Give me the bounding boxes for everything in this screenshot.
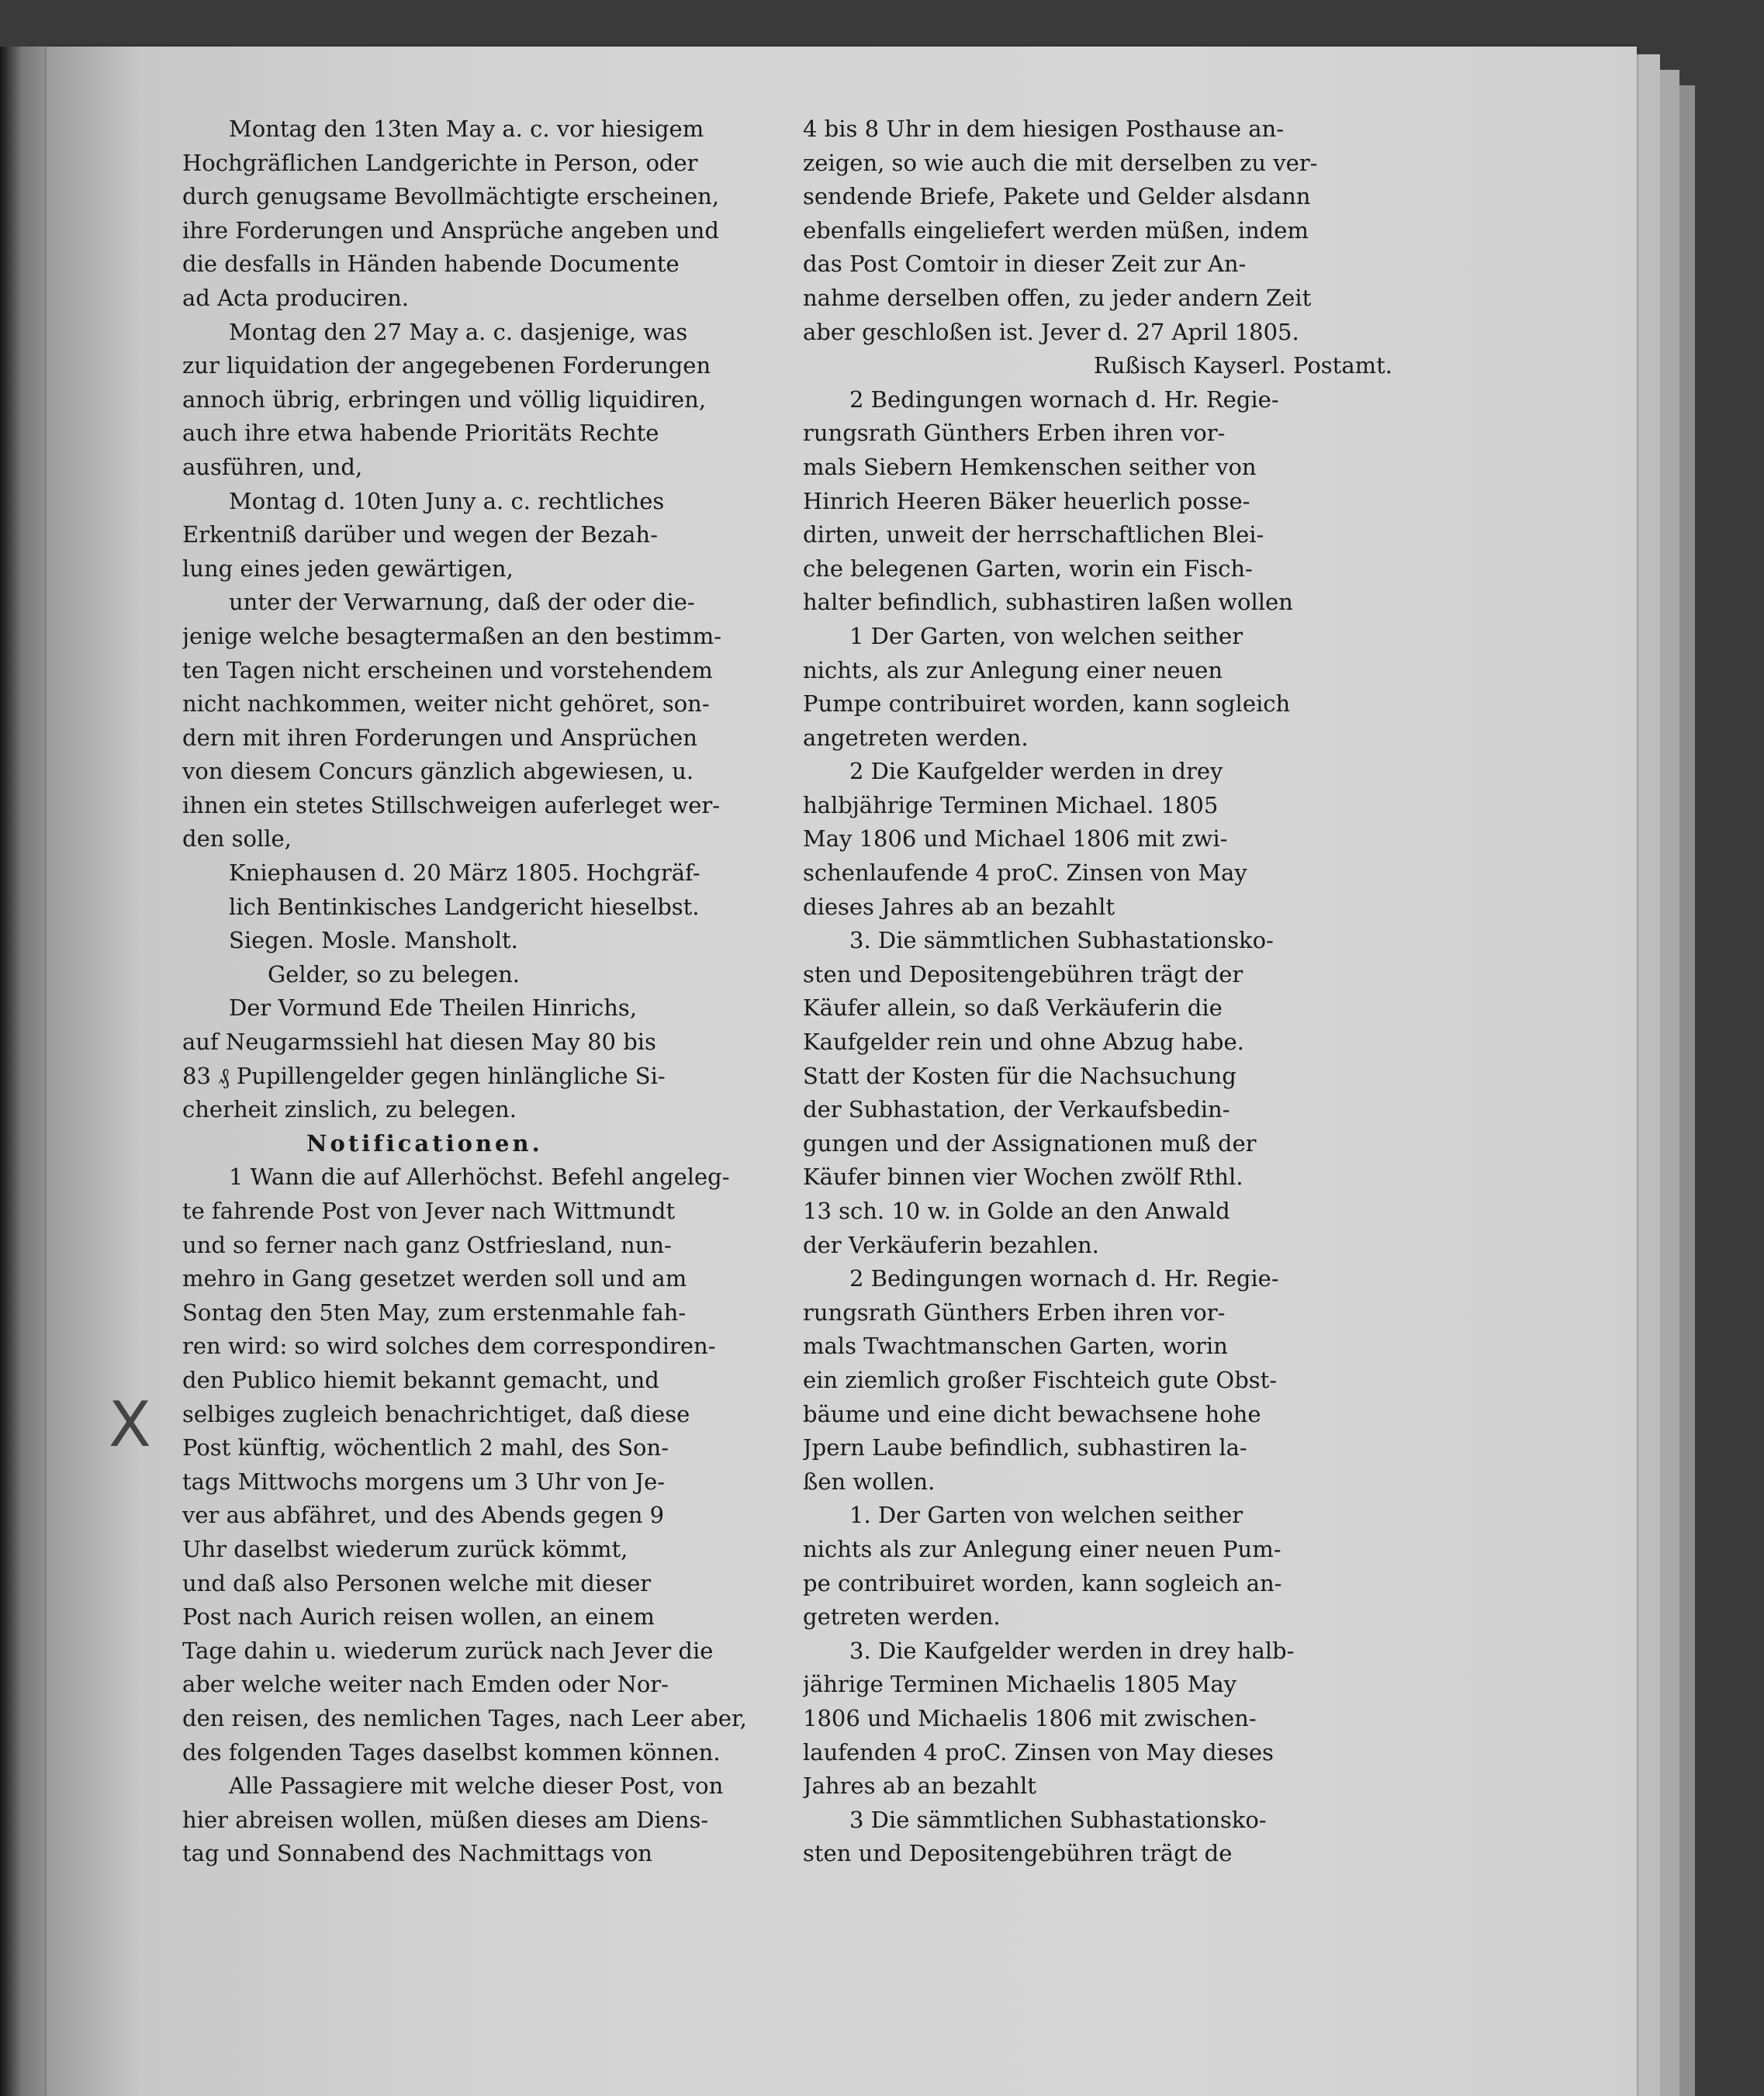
text-line: Uhr daselbst wiederum zurück kömmt, (182, 1535, 628, 1562)
text-line: Kniephausen d. 20 März 1805. Hochgräf- (229, 859, 700, 887)
text-line: ebenfalls eingeliefert werden müßen, indem (803, 216, 1309, 244)
text-line: ßen wollen. (803, 1468, 936, 1495)
text-line: sten und Depositengebühren trägt de (803, 1840, 1233, 1867)
text-line: 3 Die sämmtlichen Subhastationsko- (849, 1806, 1267, 1833)
text-line: selbiges zugleich benachrichtiget, daß diese (182, 1400, 690, 1427)
text-line: laufenden 4 proC. Zinsen von May dieses (803, 1738, 1274, 1766)
text-line: den solle, (182, 825, 292, 853)
text-line: Erkentniß darüber und wegen der Bezah- (182, 521, 658, 548)
text-line: ein ziemlich großer Fischteich gute Obst- (803, 1366, 1278, 1393)
text-line: Tage dahin u. wiederum zurück nach Jever die (182, 1637, 714, 1664)
text-line: auf Neugarmssiehl hat diesen May 80 bis (182, 1029, 656, 1056)
text-line: Hinrich Heeren Bäker heuerlich posse- (803, 487, 1250, 514)
text-line: von diesem Concurs gänzlich abgewiesen, u. (182, 758, 694, 785)
text-line: getreten werden. (803, 1603, 1001, 1631)
text-line: dieses Jahres ab an bezahlt (803, 893, 1115, 920)
text-line: 83 ₰ Pupillengelder gegen hinlängliche Si- (182, 1062, 666, 1089)
text-line: 4 bis 8 Uhr in dem hiesigen Posthause an- (803, 116, 1284, 142)
text-line: mehro in Gang gesetzet werden soll und am (182, 1265, 687, 1292)
text-line: angetreten werden. (803, 724, 1029, 751)
text-line: Statt der Kosten für die Nachsuchung (803, 1062, 1237, 1089)
text-line: Jpern Laube befindlich, subhastiren la- (803, 1434, 1247, 1461)
text-line: hier abreisen wollen, müßen dieses am Diens- (182, 1806, 709, 1833)
text-line: auch ihre etwa habende Prioritäts Rechte (182, 420, 659, 447)
text-line: mals Siebern Hemkenschen seither von (803, 453, 1257, 480)
text-line: Sontag den 5ten May, zum erstenmahle fah- (182, 1299, 687, 1326)
text-line: sten und Depositengebühren trägt der (803, 960, 1243, 987)
text-line: cherheit zinslich, zu belegen. (182, 1096, 517, 1123)
text-line: Hochgräflichen Landgerichte in Person, oder (182, 149, 698, 176)
text-line: aber geschloßen ist. Jever d. 27 April 1805. (803, 318, 1299, 345)
text-line: Siegen. Mosle. Mansholt. (229, 927, 518, 954)
text-line: 1. Der Garten von welchen seither (849, 1502, 1243, 1529)
text-line: Pumpe contribuiret worden, kann sogleich (803, 690, 1291, 718)
text-line: lich Bentinkisches Landgericht hieselbst. (229, 893, 700, 920)
text-line: 1 Der Garten, von welchen seither (849, 622, 1243, 649)
text-line: nicht nachkommen, weiter nicht gehöret, son- (182, 690, 710, 718)
text-line: halter befindlich, subhastiren laßen wollen (803, 589, 1293, 616)
text-line: ten Tagen nicht erscheinen und vorstehendem (182, 656, 713, 683)
text-line: gungen und der Assignationen muß der (803, 1129, 1257, 1157)
text-line: pe contribuiret worden, kann sogleich an- (803, 1569, 1282, 1596)
text-line: nichts als zur Anlegung einer neuen Pum- (803, 1535, 1281, 1562)
text-line: ihnen ein stetes Stillschweigen auferleget wer- (182, 791, 721, 818)
text-line: tag und Sonnabend des Nachmittags von (182, 1840, 652, 1867)
text-line: und so ferner nach ganz Ostfriesland, nun- (182, 1231, 672, 1258)
text-line: Montag den 27 May a. c. dasjenige, was (229, 318, 688, 345)
text-line: Käufer binnen vier Wochen zwölf Rthl. (803, 1164, 1243, 1191)
text-line: 2 Die Kaufgelder werden in drey (849, 758, 1223, 785)
text-line: Montag den 13ten May a. c. vor hiesigem (229, 116, 704, 142)
text-line: ad Acta produciren. (182, 284, 409, 311)
text-line: 1 Wann die auf Allerhöchst. Befehl angeleg- (229, 1164, 730, 1191)
text-line: Kaufgelder rein und ohne Abzug habe. (803, 1029, 1244, 1056)
text-line: bäume und eine dicht bewachsene hohe (803, 1400, 1261, 1427)
text-line: ver aus abfähret, und des Abends gegen 9 (182, 1502, 665, 1529)
text-line: der Verkäuferin bezahlen. (803, 1231, 1099, 1258)
text-line: den Publico hiemit bekannt gemacht, und (182, 1366, 659, 1393)
text-line: May 1806 und Michael 1806 mit zwi- (803, 825, 1228, 853)
text-line: halbjährige Terminen Michael. 1805 (803, 791, 1219, 818)
left-text-column (182, 112, 772, 1871)
text-line: jährige Terminen Michaelis 1805 May (803, 1671, 1237, 1698)
text-line: aber welche weiter nach Emden oder Nor- (182, 1671, 669, 1698)
text-line: schenlaufende 4 proC. Zinsen von May (803, 859, 1247, 887)
text-line: unter der Verwarnung, daß der oder die- (229, 589, 695, 616)
text-line: rungsrath Günthers Erben ihren vor- (803, 420, 1226, 447)
text-line: Gelder, so zu belegen. (268, 960, 520, 987)
text-line: 1806 und Michaelis 1806 mit zwischen- (803, 1704, 1257, 1731)
text-line: che belegenen Garten, worin ein Fisch- (803, 555, 1253, 582)
text-line: das Post Comtoir in dieser Zeit zur An- (803, 251, 1247, 278)
text-line: nichts, als zur Anlegung einer neuen (803, 656, 1223, 683)
text-line: Der Vormund Ede Theilen Hinrichs, (229, 994, 638, 1022)
text-line: den reisen, des nemlichen Tages, nach Leer aber, (182, 1704, 747, 1731)
text-line: 3. Die sämmtlichen Subhastationsko- (849, 927, 1274, 954)
text-line: 3. Die Kaufgelder werden in drey halb- (849, 1637, 1295, 1664)
text-line: Post künftig, wöchentlich 2 mahl, des Son- (182, 1434, 669, 1461)
text-line: Jahres ab an bezahlt (803, 1773, 1036, 1800)
text-line: des folgenden Tages daselbst kommen können. (182, 1738, 721, 1766)
text-line: lung eines jeden gewärtigen, (182, 555, 514, 582)
text-line: nahme derselben offen, zu jeder andern Zeit (803, 284, 1312, 311)
text-line: Post nach Aurich reisen wollen, an einem (182, 1603, 655, 1631)
text-line: Montag d. 10ten Juny a. c. rechtliches (229, 487, 665, 514)
text-line: dirten, unweit der herrschaftlichen Blei- (803, 521, 1264, 548)
text-line: zeigen, so wie auch die mit derselben zu ver- (803, 149, 1318, 176)
text-line: jenige welche besagtermaßen an den bestimm- (182, 622, 722, 649)
text-line: mals Twachtmanschen Garten, worin (803, 1333, 1228, 1360)
text-line: Notificationen. (306, 1129, 543, 1157)
text-line: sendende Briefe, Pakete und Gelder alsdann (803, 183, 1311, 210)
text-line: zur liquidation der angegebenen Forderungen (182, 352, 711, 379)
text-line: 2 Bedingungen wornach d. Hr. Regie- (849, 386, 1279, 413)
text-line: Rußisch Kayserl. Postamt. (1093, 352, 1392, 379)
right-text-column (803, 112, 1392, 1871)
text-line: ausführen, und, (182, 453, 363, 480)
text-line: dern mit ihren Forderungen und Ansprüchen (182, 724, 697, 751)
text-line: Käufer allein, so daß Verkäuferin die (803, 994, 1223, 1022)
text-line: und daß also Personen welche mit dieser (182, 1569, 652, 1596)
text-line: rungsrath Günthers Erben ihren vor- (803, 1299, 1226, 1326)
text-line: die desfalls in Händen habende Documente (182, 251, 680, 278)
text-line: 2 Bedingungen wornach d. Hr. Regie- (849, 1265, 1279, 1292)
margin-mark: X (109, 1389, 151, 1461)
text-line: 13 sch. 10 w. in Golde an den Anwald (803, 1198, 1230, 1224)
text-line: te fahrende Post von Jever nach Wittmundt (182, 1198, 676, 1224)
text-line: Alle Passagiere mit welche dieser Post, von (229, 1773, 724, 1800)
text-line: annoch übrig, erbringen und völlig liquidiren, (182, 386, 707, 413)
text-line: ihre Forderungen und Ansprüche angeben und (182, 216, 719, 244)
text-line: ren wird: so wird solches dem correspondiren- (182, 1333, 716, 1360)
text-line: durch genugsame Bevollmächtigte erscheinen, (182, 183, 720, 210)
text-line: der Subhastation, der Verkaufsbedin- (803, 1096, 1230, 1123)
text-line: tags Mittwochs morgens um 3 Uhr von Je- (182, 1468, 666, 1495)
